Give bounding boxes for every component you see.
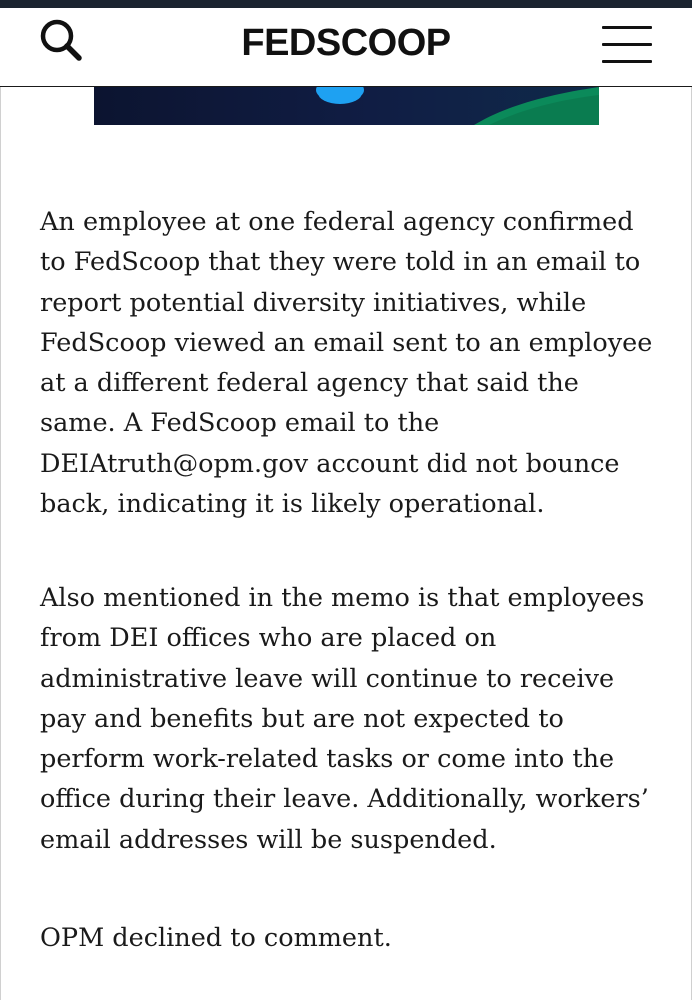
menu-bar bbox=[602, 60, 652, 63]
article-paragraph: Also mentioned in the memo is that employees from DEI offices who are placed on administrative leave will continue to receive pay and benefits but are not expected to perform work-related tasks or come into the office during their leave. Additionally, workers’ email addresses will be suspended. bbox=[40, 583, 649, 855]
site-header bbox=[0, 8, 692, 87]
site-logo[interactable]: FEDSCOOP bbox=[241, 22, 451, 64]
status-strip bbox=[0, 0, 692, 8]
article-paragraph: OPM declined to comment. bbox=[40, 923, 392, 953]
advertisement-banner[interactable] bbox=[94, 87, 599, 125]
page-border-left bbox=[0, 87, 1, 1000]
ad-graphic bbox=[94, 87, 599, 125]
menu-bar bbox=[602, 43, 652, 46]
menu-bar bbox=[602, 26, 652, 29]
menu-button[interactable] bbox=[600, 24, 654, 68]
article-paragraph: An employee at one federal agency confirmed to FedScoop that they were told in an email to report potential diversity initiatives, while FedScoop viewed an email sent to an employee at a different federal agency that said the same. A FedScoop email to the DEIAtruth@opm.gov account did not bounce back, indicating it is likely operational. bbox=[40, 207, 653, 520]
